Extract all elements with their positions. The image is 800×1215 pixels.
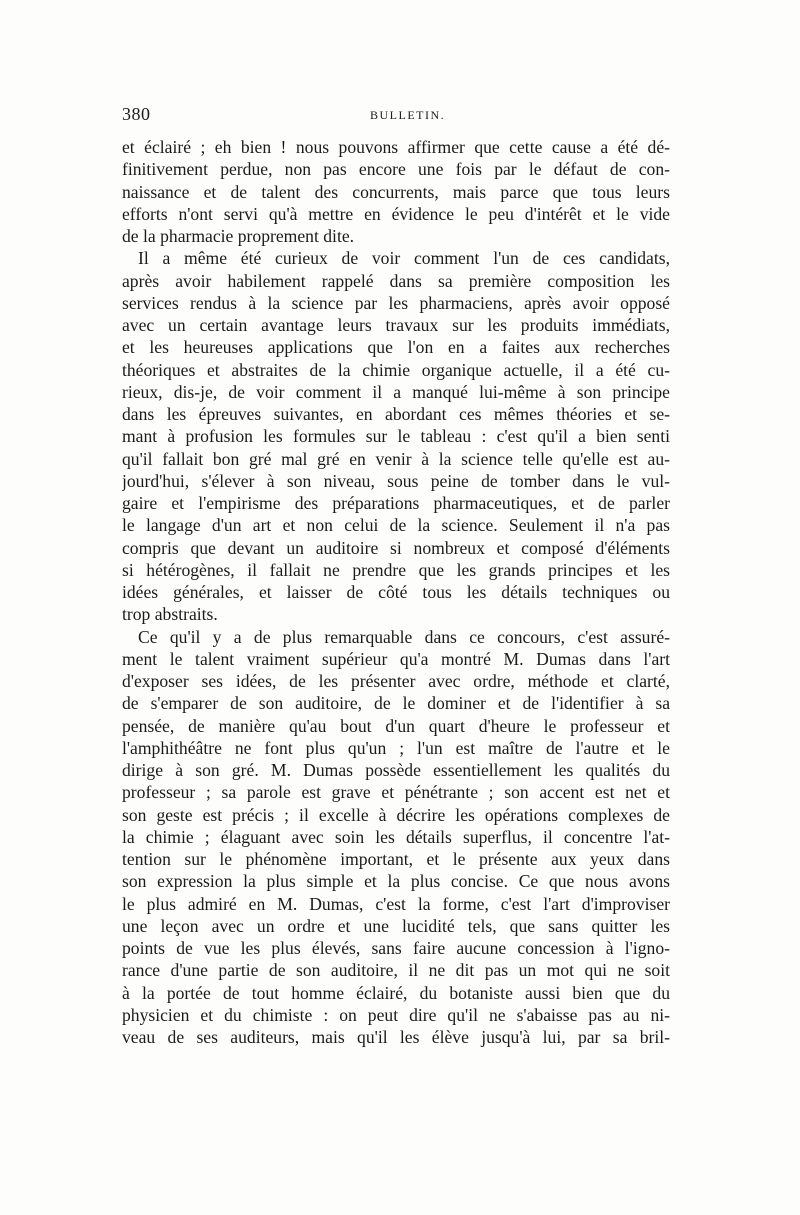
text-line: après avoir habilement rappelé dans sa première composition les: [122, 270, 670, 291]
text-line: la chimie ; élaguant avec soin les détails superflus, il concentre l'at-: [122, 826, 670, 847]
text-line: le plus admiré en M. Dumas, c'est la forme, c'est l'art d'improviser: [122, 893, 670, 914]
text-line: idées générales, et laisser de côté tous les détails techniques ou: [122, 582, 670, 602]
text-line: qu'il fallait bon gré mal gré en venir à la science telle qu'elle est au-: [122, 448, 670, 469]
text-line: de la pharmacie proprement dite.: [122, 226, 355, 246]
text-line: l'amphithéâtre ne font plus qu'un ; l'un est maître de l'autre et le: [122, 737, 670, 758]
running-head: BULLETIN.: [370, 108, 446, 122]
text-line: ment le talent vraiment supérieur qu'a montré M. Dumas dans l'art: [122, 648, 670, 669]
page-number: 380: [122, 104, 151, 124]
text-line: théoriques et abstraites de la chimie organique actuelle, il a été cu-: [122, 359, 670, 380]
text-line: rance d'une partie de son auditoire, il ne dit pas un mot qui ne soit: [122, 960, 670, 981]
text-line: naissance et de talent des concurrents, mais parce que tous leurs: [122, 181, 670, 202]
text-line: une leçon avec un ordre et une lucidité tels, que sans quitter les: [122, 915, 670, 936]
text-line: compris que devant un auditoire si nombreux et composé d'éléments: [122, 537, 670, 558]
text-line: le langage d'un art et non celui de la science. Seulement il n'a pas: [122, 515, 670, 536]
text-line: si hétérogènes, il fallait ne prendre que les grands principes et les: [122, 559, 670, 580]
text-line: veau de ses auditeurs, mais qu'il les élève jusqu'à lui, par sa bril-: [122, 1027, 670, 1047]
text-line: son geste est précis ; il excelle à décrire les opérations complexes de: [122, 804, 670, 825]
text-line: dirige à son gré. M. Dumas possède essentiellement les qualités du: [122, 760, 670, 780]
text-line: professeur ; sa parole est grave et pénétrante ; son accent est net et: [122, 782, 670, 803]
text-line: services rendus à la science par les pharmaciens, après avoir opposé: [122, 292, 670, 313]
text-line: jourd'hui, s'élever à son niveau, sous peine de tomber dans le vul-: [122, 470, 670, 491]
text-line: avec un certain avantage leurs travaux sur les produits immédiats,: [122, 315, 670, 335]
text-line: finitivement perdue, non pas encore une fois par le défaut de con-: [122, 159, 670, 180]
text-line: à la portée de tout homme éclairé, du botaniste aussi bien que du: [122, 982, 670, 1003]
text-line: physicien et du chimiste : on peut dire qu'il ne s'abaisse pas au ni-: [122, 1004, 670, 1025]
text-line: son expression la plus simple et la plus concise. Ce que nous avons: [122, 871, 670, 892]
text-line: Il a même été curieux de voir comment l'un de ces candidats,: [138, 248, 670, 269]
text-line: rieux, dis-je, de voir comment il a manqué lui-même à son principe: [122, 381, 670, 402]
text-line: points de vue les plus élevés, sans faire aucune concession à l'igno-: [122, 938, 670, 958]
body-text: [122, 136, 670, 1048]
text-line: et les heureuses applications que l'on en a faites aux recherches: [122, 337, 670, 358]
text-line: tention sur le phénomène important, et le présente aux yeux dans: [122, 849, 670, 869]
text-line: Ce qu'il y a de plus remarquable dans ce concours, c'est assuré-: [138, 626, 670, 647]
text-line: mant à profusion les formules sur le tableau : c'est qu'il a bien senti: [122, 426, 670, 447]
text-line: efforts n'ont servi qu'à mettre en évidence le peu d'intérêt et le vide: [122, 203, 670, 224]
text-line: gaire et l'empirisme des préparations pharmaceutiques, et de parler: [122, 493, 670, 513]
text-line: et éclairé ; eh bien ! nous pouvons affirmer que cette cause a été dé-: [122, 137, 670, 157]
text-line: dans les épreuves suivantes, en abordant ces mêmes théories et se-: [122, 404, 670, 424]
page-header: [122, 104, 670, 126]
text-line: trop abstraits.: [122, 604, 218, 625]
text-line: pensée, de manière qu'au bout d'un quart d'heure le professeur et: [122, 715, 670, 736]
text-line: d'exposer ses idées, de les présenter avec ordre, méthode et clarté,: [122, 671, 670, 691]
text-line: de s'emparer de son auditoire, de le dominer et de l'identifier à sa: [122, 693, 670, 714]
